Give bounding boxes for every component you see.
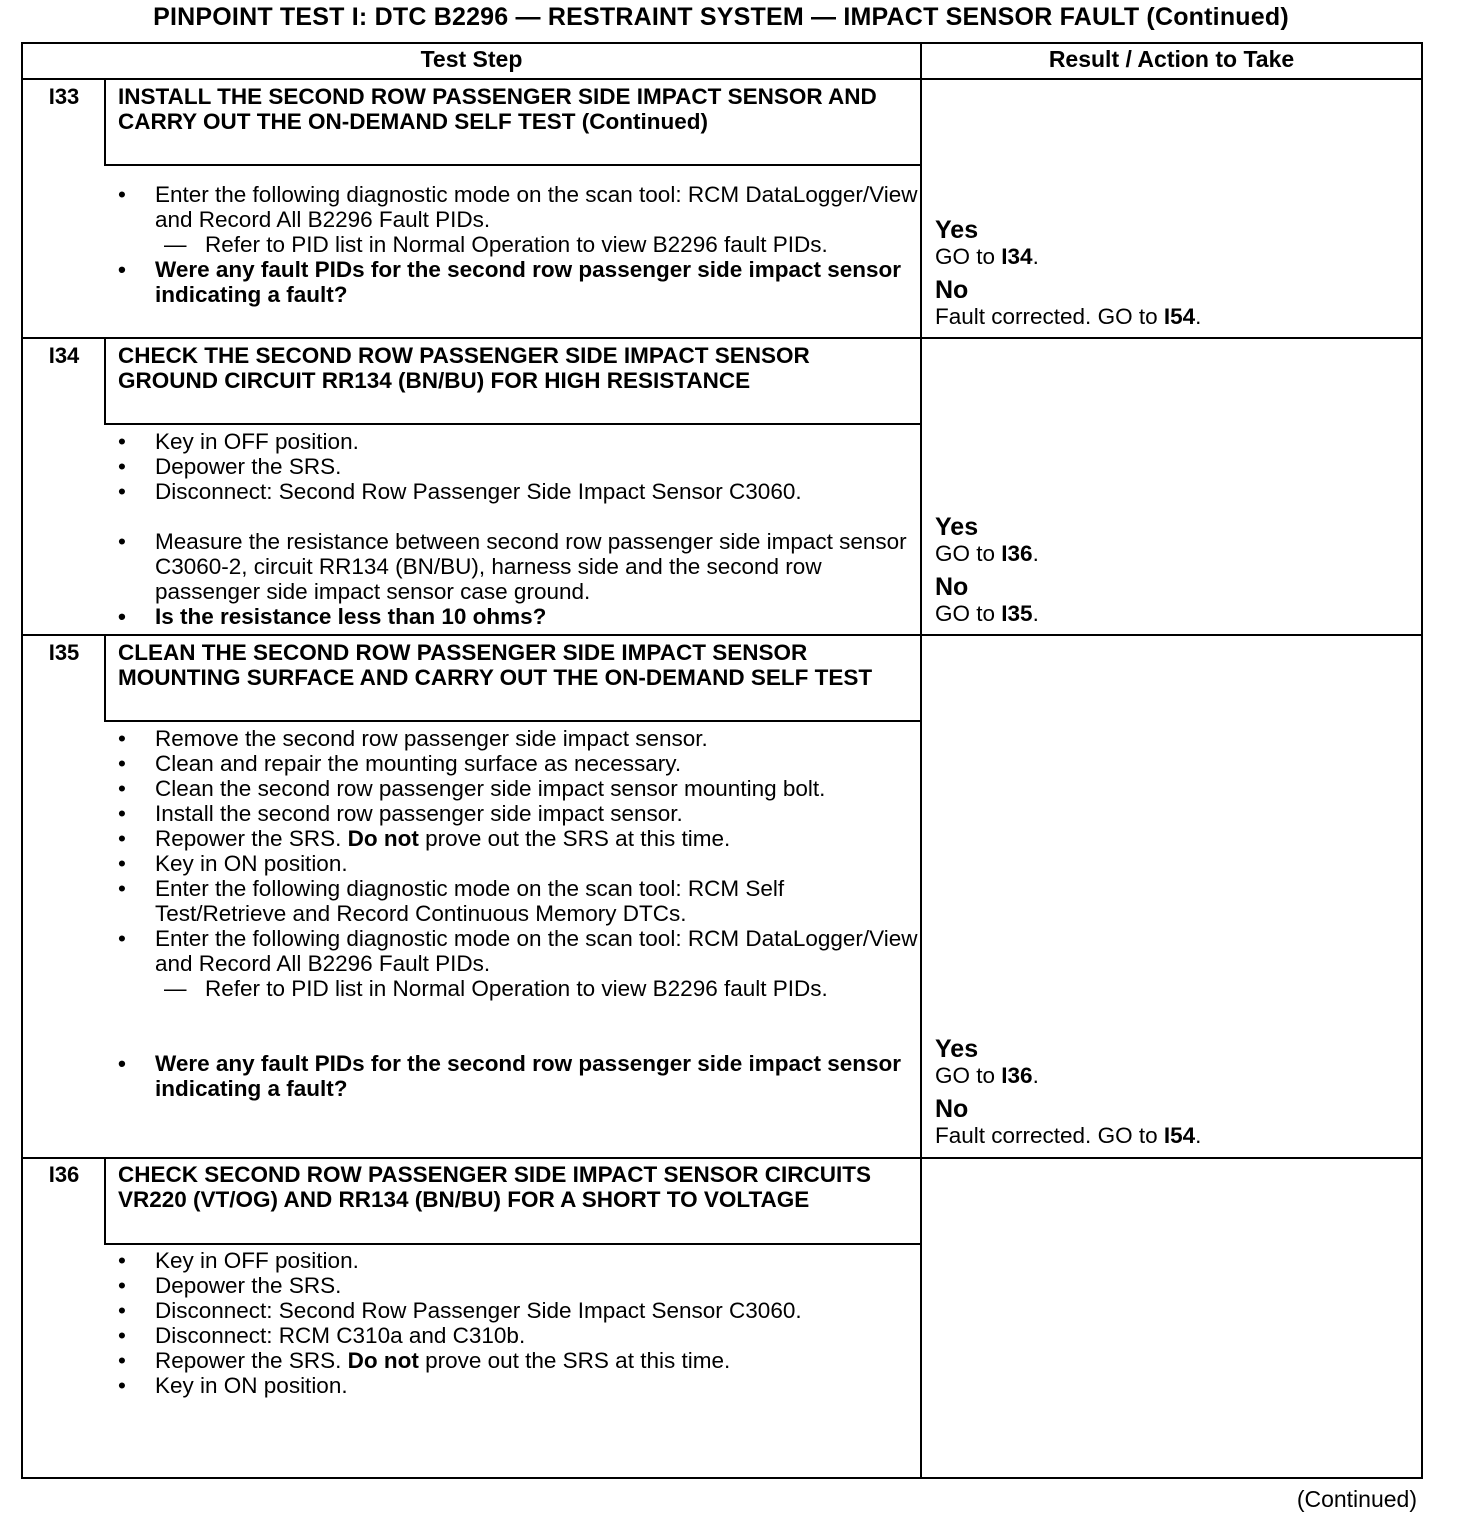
header-bottom-border [21,78,1423,80]
list-item: • Disconnect: Second Row Passenger Side Impact Sensor C3060. [118,1298,802,1323]
list-item: • Enter the following diagnostic mode on the scan tool: RCM DataLogger/View and Record All B2296 Fault PIDs. [118,182,918,232]
step-body [24,182,919,307]
row-divider [104,1243,922,1245]
list-item: • Enter the following diagnostic mode on the scan tool: RCM DataLogger/View and Record All B2296 Fault PIDs. [118,926,918,976]
no-label: No [935,276,969,304]
step-body [24,429,919,629]
step-ref-link[interactable]: I35 [1001,601,1033,626]
list-item: • Disconnect: Second Row Passenger Side Impact Sensor C3060. [118,479,802,504]
result-cell [935,515,1415,627]
row-divider [104,164,922,166]
step-id: I34 [48,343,80,368]
step-ref-link[interactable]: I54 [1163,1123,1196,1148]
yes-label: Yes [935,1035,979,1063]
list-item: • Clean the second row passenger side impact sensor mounting bolt. [118,776,826,801]
step-heading: CHECK SECOND ROW PASSENGER SIDE IMPACT SENSOR CIRCUITS VR220 (VT/OG) AND RR134 (BN/BU) FOR A SHORT TO VOLTAGE [118,1162,871,1212]
column-header-result: Result / Action to Take [1048,46,1295,72]
result-cell [935,1037,1415,1149]
yes-action: GO to I36. [935,1063,1039,1088]
step-id-divider [104,78,106,166]
no-label: No [935,573,969,601]
list-item: • Enter the following diagnostic mode on the scan tool: RCM Self Test/Retrieve and Record Continuous Memory DTCs. [118,876,785,926]
no-action: GO to I35. [935,601,1039,626]
table-right-border [1421,42,1423,1479]
step-id: I33 [48,84,80,109]
list-item: • Key in OFF position. [118,1248,359,1273]
row-divider [21,634,1423,636]
step-body [24,1248,919,1398]
list-item: — Refer to PID list in Normal Operation to view B2296 fault PIDs. [164,976,828,1001]
row-divider [21,337,1423,339]
step-heading: CLEAN THE SECOND ROW PASSENGER SIDE IMPACT SENSOR MOUNTING SURFACE AND CARRY OUT THE ON-DEMAND SELF TEST [118,640,873,690]
continued-note: (Continued) [1296,1486,1417,1512]
yes-label: Yes [935,513,979,541]
table-bottom-border [21,1477,1423,1479]
list-item: • Key in ON position. [118,851,348,876]
step-id-divider [104,634,106,722]
list-item: • Repower the SRS. Do not prove out the SRS at this time. [118,1348,731,1373]
step-ref-link[interactable]: I34 [1001,244,1033,269]
list-item: • Were any fault PIDs for the second row passenger side impact sensor indicating a fault? [118,257,902,307]
list-item: • Repower the SRS. Do not prove out the SRS at this time. [118,826,731,851]
step-heading: CHECK THE SECOND ROW PASSENGER SIDE IMPACT SENSOR GROUND CIRCUIT RR134 (BN/BU) FOR HIGH RESISTANCE [118,343,810,393]
row-divider [21,1157,1423,1159]
list-item: • Measure the resistance between second row passenger side impact sensor C3060-2, circuit RR134 (BN/BU), harness side and the second row passenger side impact sensor case ground. [118,529,907,604]
no-action: Fault corrected. GO to I54. [935,1123,1202,1148]
step-id-divider [104,1157,106,1245]
no-label: No [935,1095,969,1123]
list-item: • Is the resistance less than 10 ohms? [118,604,547,629]
yes-label: Yes [935,216,979,244]
list-item: • Clean and repair the mounting surface as necessary. [118,751,682,776]
step-ref-link[interactable]: I36 [1001,1063,1033,1088]
result-column-divider [920,42,922,1479]
list-item: • Key in ON position. [118,1373,348,1398]
yes-action: GO to I36. [935,541,1039,566]
list-item: • Disconnect: RCM C310a and C310b. [118,1323,526,1348]
step-ref-link[interactable]: I54 [1163,304,1196,329]
page-title: PINPOINT TEST I: DTC B2296 — RESTRAINT SYSTEM — IMPACT SENSOR FAULT (Continued) [153,3,1289,31]
step-id-divider [104,337,106,425]
row-divider [104,720,922,722]
no-action: Fault corrected. GO to I54. [935,304,1202,329]
list-item: • Remove the second row passenger side impact sensor. [118,726,708,751]
list-item: • Were any fault PIDs for the second row passenger side impact sensor indicating a fault? [118,1051,902,1101]
result-cell [935,218,1415,330]
list-item: • Depower the SRS. [118,454,342,479]
row-divider [104,423,922,425]
column-header-test-step: Test Step [420,46,523,72]
yes-action: GO to I34. [935,244,1039,269]
table-top-border [21,42,1423,44]
list-item: • Key in OFF position. [118,429,359,454]
table-left-border [21,42,23,1479]
step-ref-link[interactable]: I36 [1001,541,1033,566]
list-item: • Depower the SRS. [118,1273,342,1298]
list-item: — Refer to PID list in Normal Operation to view B2296 fault PIDs. [164,232,828,257]
step-id: I35 [48,640,80,665]
step-body [24,726,919,1101]
step-heading: INSTALL THE SECOND ROW PASSENGER SIDE IMPACT SENSOR AND CARRY OUT THE ON-DEMAND SELF TEST (Continued) [118,84,877,134]
step-id: I36 [48,1162,80,1187]
list-item: • Install the second row passenger side impact sensor. [118,801,683,826]
